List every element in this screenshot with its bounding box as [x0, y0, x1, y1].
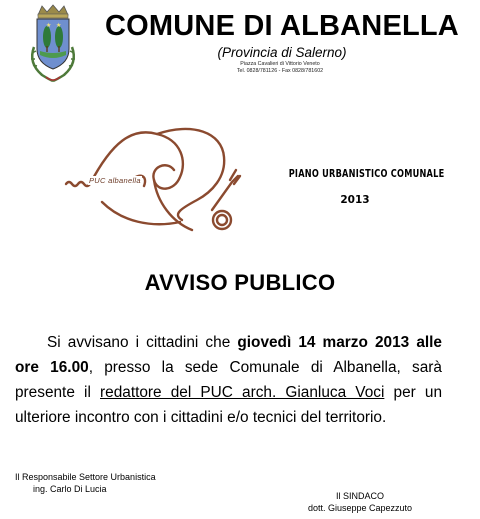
responsible-name: ing. Carlo Di Lucia: [33, 484, 107, 494]
svg-text:★: ★: [56, 22, 62, 29]
mayor-title: Il SINDACO: [335, 491, 384, 501]
responsible-title: Il Responsabile Settore Urbanistica: [15, 472, 156, 482]
address-line: Piazza Cavalieri di Vittorio Veneto: [240, 61, 320, 67]
notice-text-end: per un ulteriore incontro con i cittadini e/o tecnici del territorio.: [15, 384, 443, 426]
notice-body: [15, 330, 442, 430]
phone-fax-line: Tel. 0828/781126 - Fax 0828/781602: [236, 68, 324, 74]
mayor-signature: [300, 490, 420, 514]
address-block: [175, 61, 385, 75]
notice-architect: redattore del PUC arch. Gianluca Voci: [100, 384, 385, 401]
mayor-name: dott. Giuseppe Capezzuto: [307, 503, 413, 513]
piano-year: 2013: [340, 194, 370, 206]
responsible-signature: [15, 471, 156, 495]
page-title: COMUNE DI ALBANELLA: [105, 10, 459, 42]
puc-logo-label: PUC albanella: [89, 176, 141, 185]
notice-text-intro: Si avvisano i cittadini che: [47, 334, 238, 351]
province-subtitle: (Provincia di Salerno): [217, 45, 347, 60]
notice-heading: AVVISO PUBLICO: [144, 270, 336, 295]
piano-urbanistico-title: PIANO URBANISTICO COMUNALE: [288, 168, 445, 180]
svg-text:★: ★: [46, 22, 52, 29]
municipal-crest-icon: [22, 3, 84, 83]
notice-text-location: , presso la sede Comunale di Albanella, sarà presente il: [15, 359, 442, 401]
notice-date-time: giovedì 14 marzo 2013 alle ore 16.00: [15, 334, 442, 376]
